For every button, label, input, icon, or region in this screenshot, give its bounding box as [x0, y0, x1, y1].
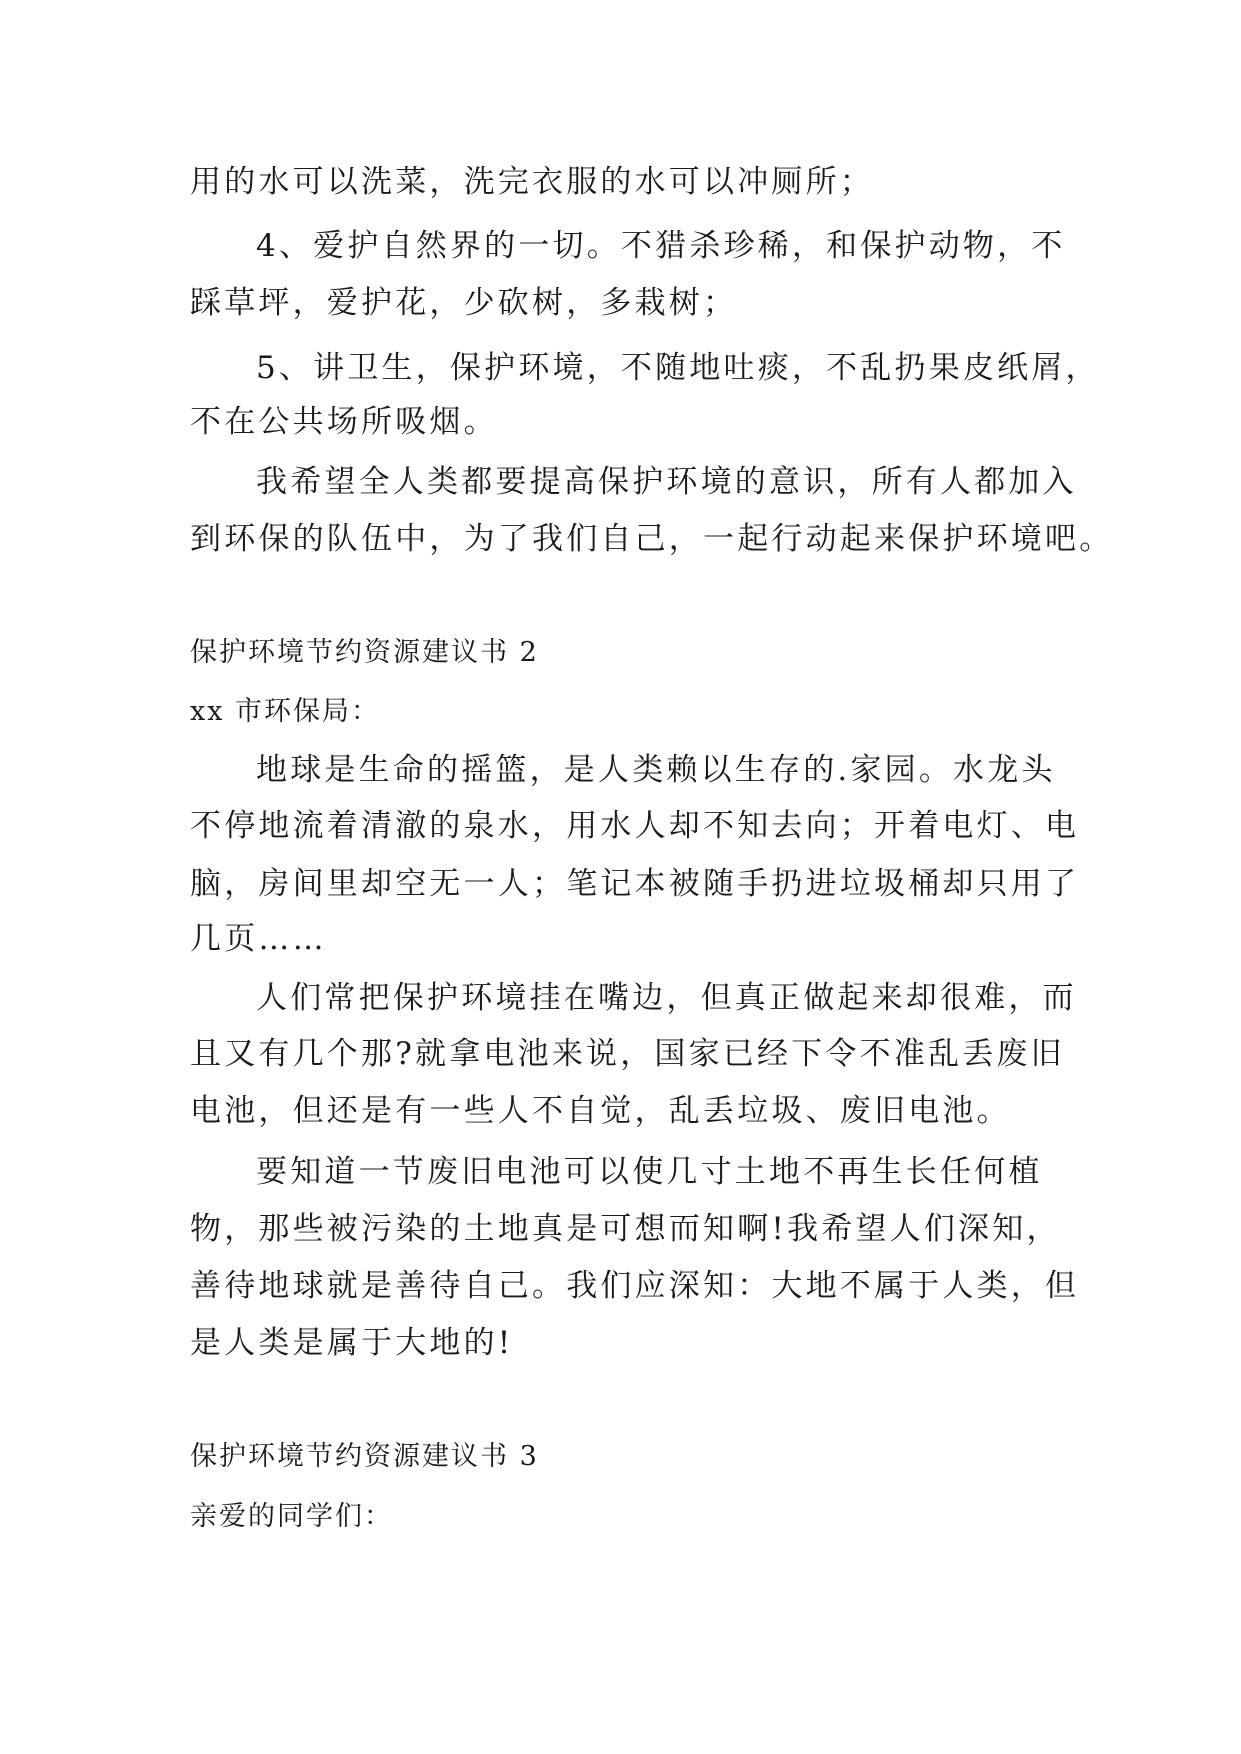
body-line: 地球是生命的摇篮，是人类赖以生存的.家园。水龙头	[256, 752, 1056, 788]
body-line: 用的水可以洗菜，洗完衣服的水可以冲厕所；	[190, 164, 874, 200]
body-line: 善待地球就是善待自己。我们应深知：大地不属于人类，但	[190, 1268, 1080, 1304]
salutation: 亲爱的同学们：	[190, 1501, 393, 1532]
section-heading: 保护环境节约资源建议书 3	[190, 1441, 539, 1472]
body-line: 4、爱护自然界的一切。不猎杀珍稀，和保护动物，不	[256, 228, 1066, 264]
body-line: 踩草坪，爱护花，少砍树，多栽树；	[190, 285, 738, 321]
body-line: 到环保的队伍中，为了我们自己，一起行动起来保护环境吧。	[190, 521, 1114, 557]
salutation: xx 市环保局：	[190, 696, 381, 727]
body-line: 是人类是属于大地的!	[190, 1325, 514, 1361]
body-line: 人们常把保护环境挂在嘴边，但真正做起来却很难，而	[256, 980, 1077, 1016]
body-line: 脑，房间里却空无一人；笔记本被随手扔进垃圾桶却只用了	[190, 866, 1080, 902]
body-line: 不在公共场所吸烟。	[190, 404, 498, 440]
body-line: 电池，但还是有一些人不自觉，乱丢垃圾、废旧电池。	[190, 1093, 1011, 1129]
body-line: 我希望全人类都要提高保护环境的意识，所有人都加入	[256, 464, 1077, 500]
body-line: 几页……	[190, 921, 327, 957]
body-line: 物，那些被污染的土地真是可想而知啊!我希望人们深知，	[190, 1211, 1061, 1247]
body-line: 要知道一节废旧电池可以使几寸土地不再生长任何植	[256, 1154, 1043, 1190]
section-heading: 保护环境节约资源建议书 2	[190, 637, 539, 668]
body-line: 不停地流着清澈的泉水，用水人却不知去向；开着电灯、电	[190, 808, 1080, 844]
body-line: 5、讲卫生，保护环境，不随地吐痰，不乱扔果皮纸屑，	[256, 350, 1100, 386]
body-line: 且又有几个那?就拿电池来说，国家已经下令不准乱丢废旧	[190, 1036, 1065, 1072]
